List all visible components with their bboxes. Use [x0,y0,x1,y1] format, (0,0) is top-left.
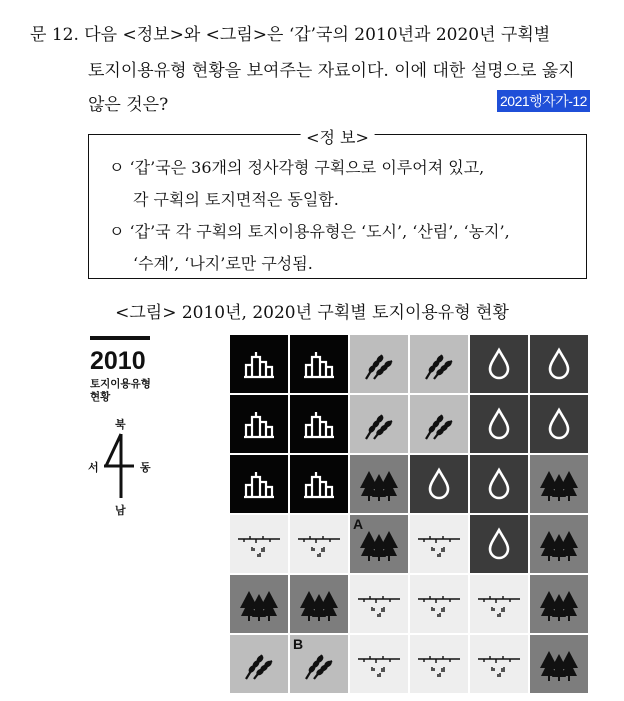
grid-cell-water [410,455,468,513]
farm-icon [350,395,408,453]
forest-icon [290,575,348,633]
bare-icon [470,575,528,633]
grid-cell-city [290,335,348,393]
grid-cell-water [470,455,528,513]
question-line-3: 않은 것은? [88,95,169,115]
grid-cell-forest [350,455,408,513]
farm-icon [230,635,288,693]
compass [86,418,156,518]
farm-icon [410,395,468,453]
grid-cell-forest [230,575,288,633]
forest-icon [350,455,408,513]
info-bullet-2-line-2: ‘수계’, ‘나지’로만 구성됨. [133,254,313,273]
grid-cell-bare [410,575,468,633]
label-b: B [293,636,304,652]
bare-icon [350,575,408,633]
grid-cell-forest [530,575,588,633]
grid-cell-water [470,335,528,393]
grid-cell-water [530,335,588,393]
legend-subtitle-1: 토지이용유형 [90,378,151,390]
city-icon [230,455,288,513]
source-tag: 2021행자가-12 [497,90,590,112]
info-bullet-1-line-2: 각 구획의 토지면적은 동일함. [133,190,339,209]
farm-icon [350,335,408,393]
grid-cell-farm [410,395,468,453]
grid-cell-bare [350,575,408,633]
grid-cell-water [470,395,528,453]
legend-bar [90,336,150,340]
grid-cell-forest [530,455,588,513]
forest-icon [530,635,588,693]
water-icon [470,335,528,393]
grid-cell-city [230,455,288,513]
water-icon [470,515,528,573]
water-icon [470,395,528,453]
info-bullet-1-line-1: ㅇ ‘갑’국은 36개의 정사각형 구획으로 이루어져 있고, [109,158,485,177]
info-box-title: <정 보> [300,125,375,148]
land-use-grid [230,335,590,695]
grid-cell-bare [290,515,348,573]
grid-cell-bare [470,635,528,693]
bare-icon [290,515,348,573]
grid-cell-bare [410,515,468,573]
forest-icon [530,575,588,633]
compass-east: 동 [140,461,151,474]
forest-icon [230,575,288,633]
grid-cell-bare [470,575,528,633]
info-bullet-2-line-1: ㅇ ‘갑’국 각 구획의 토지이용유형은 ‘도시’, ‘산림’, ‘농지’, [109,222,510,241]
bare-icon [410,515,468,573]
forest-icon [530,455,588,513]
water-icon [530,395,588,453]
water-icon [530,335,588,393]
compass-west: 서 [88,461,99,474]
grid-cell-city [230,395,288,453]
grid-cell-farm [350,395,408,453]
grid-cell-bare [410,635,468,693]
forest-icon [530,515,588,573]
question-line-2: 토지이용유형 현황을 보여주는 자료이다. 이에 대한 설명으로 옳지 [88,61,575,81]
bare-icon [470,635,528,693]
bare-icon [410,575,468,633]
grid-cell-forest [530,515,588,573]
legend-year: 2010 [90,347,146,375]
grid-cell-city [230,335,288,393]
city-icon [230,395,288,453]
grid-cell-farm [350,335,408,393]
grid-cell-forest [290,575,348,633]
city-icon [230,335,288,393]
city-icon [290,335,348,393]
bare-icon [410,635,468,693]
grid-cell-water [530,395,588,453]
grid-cell-forest [530,635,588,693]
compass-south: 남 [115,504,126,517]
grid-cell-water [470,515,528,573]
city-icon [290,455,348,513]
bare-icon [230,515,288,573]
grid-cell-bare [230,515,288,573]
grid-cell-bare [350,635,408,693]
grid-cell-city [290,395,348,453]
label-a: A [353,516,364,532]
question-line-1: 문 12. 다음 <정보>와 <그림>은 ‘갑’국의 2010년과 2020년 구획별 [30,25,551,45]
bare-icon [350,635,408,693]
info-box [88,128,587,279]
water-icon [470,455,528,513]
city-icon [290,395,348,453]
grid-cell-farm [230,635,288,693]
legend-subtitle-2: 현황 [90,391,111,403]
grid-cell-farm [410,335,468,393]
figure-caption: <그림> 2010년, 2020년 구획별 토지이용유형 현황 [115,303,509,323]
grid-cell-city [290,455,348,513]
compass-north: 북 [115,418,126,431]
water-icon [410,455,468,513]
farm-icon [410,335,468,393]
